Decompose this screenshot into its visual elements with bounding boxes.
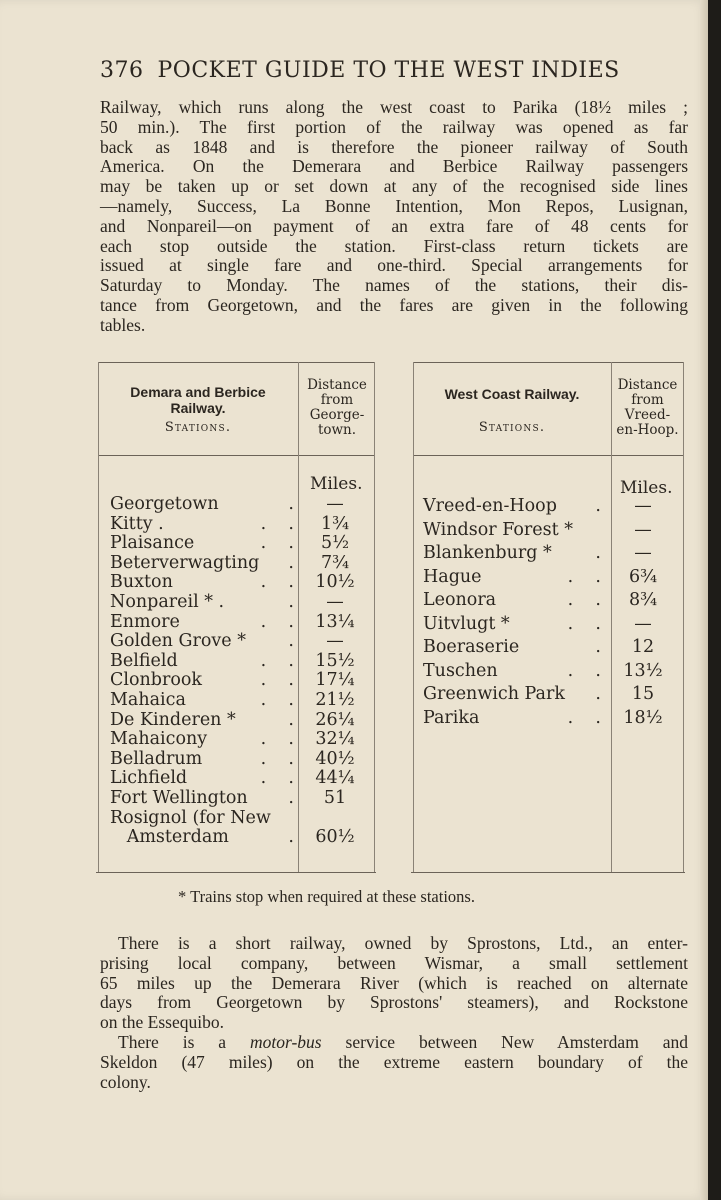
table-title: West Coast Railway. [444,386,580,402]
text-line: Skeldon (47 miles) on the extreme eastern boundary of the [100,1051,688,1072]
distance-miles: 13¼ [315,611,355,632]
station-name: Blankenburg * [423,543,552,563]
distance-miles: 12 [631,637,655,657]
distance-miles: 5½ [320,533,350,554]
leader-dots: . [595,637,601,657]
text-line: colony. [100,1071,151,1092]
table-title-line: Demara and Berbice [130,384,266,400]
distance-header-line: town. [317,422,357,438]
distance-miles: 8¾ [628,590,658,610]
leader-dots: . . [260,670,294,691]
leader-dots: . . [567,613,601,634]
station-name: Buxton [110,572,173,593]
table-bottom-rule [96,872,376,873]
leader-dots: . . [260,533,294,554]
table-left-rule [413,362,414,872]
table-left-rule [98,362,99,872]
text-line: 50 min.). The first portion of the railway was opened as far [100,116,688,137]
leader-dots: . [288,788,294,808]
station-row [110,729,374,749]
motor-bus-paragraph [100,1033,688,1092]
leader-dots: . . [260,572,294,593]
distance-miles: 1¾ [320,513,350,534]
distance-header-line: George- [309,407,365,423]
station-row [110,749,374,769]
station-name: Lichfield [110,768,188,789]
station-row [110,827,374,847]
table-title [100,384,296,416]
station-name: Golden Grove * [110,631,246,652]
distance-miles: 10½ [315,572,355,593]
stations-subheading: Stations. [478,420,546,435]
distance-miles: 26¼ [315,709,355,730]
miles-unit-label: Miles. [310,474,363,494]
distance-header [612,378,683,438]
station-name: Rosignol (for New [110,807,271,828]
text-line: each stop outside the station. First-class return tickets are [100,235,688,256]
station-name: Georgetown [110,494,219,514]
leader-dots: . [595,684,601,704]
leader-dots: . [288,631,294,652]
text-line: 65 miles up the Demerara River (which is reached on alternate [100,972,688,993]
leader-dots: . [288,709,294,730]
text-line: back as 1848 and is therefore the pioneer railway of South [100,136,688,157]
station-row [423,567,683,587]
station-name: Hague [423,566,482,587]
text-line: prising local company, between Wismar, a small settlement [100,952,688,973]
sprostons-paragraph [100,934,688,1033]
text-line: —namely, Success, La Bonne Intention, Mon Repos, Lusignan, [100,195,688,216]
distance-miles: — [326,592,344,612]
leader-dots: . . [260,729,294,750]
text-line: There is a short railway, owned by Sprostons, Ltd., an enter- [118,933,688,953]
station-row [110,808,374,828]
distance-header-line: Distance [307,377,367,393]
station-name: Tuschen [423,660,498,681]
distance-header-line: Distance [617,377,678,393]
station-name: Belladrum [110,748,203,769]
leader-dots: . . [567,566,601,587]
emphasis-text: motor-bus [249,1032,322,1052]
table-right-rule [683,362,684,872]
leader-dots: . . [260,513,294,534]
leader-dots: . . [567,660,601,681]
distance-miles: — [326,494,344,514]
station-row [423,684,683,704]
distance-header-line: from [320,392,354,408]
text-fragment: service between New Amsterdam and [321,1032,688,1052]
distance-header-line: Vreed- [624,407,671,423]
station-name: Fort Wellington [110,788,248,808]
station-name: Clonbrook [110,670,203,691]
text-line: on the Essequibo. [100,1012,224,1033]
leader-dots: . [288,494,294,514]
distance-miles: 17¼ [315,670,355,691]
station-row [110,631,374,651]
station-name: Belfield [110,650,178,671]
station-row [110,690,374,710]
distance-miles: — [634,519,652,540]
leader-dots: . . [567,707,601,728]
station-name: Leonora [423,590,497,610]
station-row [110,670,374,690]
station-row [110,710,374,730]
station-name: Parika [423,707,480,728]
distance-header-line: en-Hoop. [616,422,679,438]
station-row [423,543,683,563]
leader-dots: . . [260,690,294,710]
text-line: tance from Georgetown, and the fares are given in the following [100,294,688,315]
distance-miles: 6¾ [628,566,658,587]
station-name: Kitty . [110,513,164,534]
distance-miles: 21½ [315,690,355,710]
running-title: POCKET GUIDE TO THE WEST INDIES [157,58,620,83]
page-number: 376 [100,58,144,83]
text-line: Saturday to Monday. The names of the stations, their dis- [100,275,688,296]
text-line: days from Georgetown by Sprostons' steamers), and Rockstone [100,992,688,1013]
distance-miles: — [634,543,652,563]
text-line: Railway, which runs along the west coast to Parika (18½ miles ; [100,97,688,117]
station-row [110,533,374,553]
distance-header [300,378,374,438]
station-name: Beterverwagting [110,552,260,573]
station-row [110,572,374,592]
station-row [110,553,374,573]
distance-miles: — [326,631,344,652]
leader-dots: . [595,496,601,516]
station-name: Mahaicony [110,729,208,750]
station-row [423,614,683,634]
distance-miles: 18½ [623,707,663,728]
text-line [100,1033,688,1053]
station-name: Plaisance [110,533,195,554]
station-row [423,590,683,610]
station-name: Nonpareil * . [110,592,225,612]
station-row [110,592,374,612]
table-bottom-rule [411,872,685,873]
station-row [110,514,374,534]
table-title-line: Railway. [170,400,226,416]
distance-miles: 60½ [315,827,355,848]
distance-header-line: from [631,392,664,408]
table-header-rule [413,455,683,456]
table-top-rule [413,362,683,363]
station-name: Uitvlugt * [423,613,510,634]
station-row [110,788,374,808]
station-name: Amsterdam [110,827,229,848]
leader-dots: . [595,543,601,563]
station-row [110,651,374,671]
distance-miles: 13½ [623,660,663,681]
station-name: Greenwich Park [423,684,565,704]
station-name: Enmore [110,611,180,632]
distance-miles: 44¼ [315,768,355,789]
leader-dots: . . [260,650,294,671]
leader-dots: . . [260,748,294,769]
distance-miles: — [634,496,652,516]
text-line: may be taken up or set down at any of the recognised side lines [100,176,688,197]
text-line: issued at single fare and one-third. Special arrangements for [100,255,688,276]
station-row [110,494,374,514]
distance-miles: 32¼ [315,729,355,750]
station-row [423,708,683,728]
running-header [100,58,660,83]
stations-subheading: Stations. [164,420,232,435]
station-name: Vreed-en-Hoop [423,496,557,516]
station-row [423,496,683,516]
leader-dots: . . [260,768,294,789]
leader-dots: . . [567,590,601,610]
intro-paragraph [100,98,688,336]
text-fragment: There is a [118,1032,250,1052]
text-line: America. On the Demerara and Berbice Railway passengers [100,156,688,177]
distance-miles: — [634,613,652,634]
leader-dots: . [288,552,294,573]
distance-miles: 40½ [315,748,355,769]
text-line: tables. [100,314,146,335]
leader-dots: . . [260,611,294,632]
station-name: Windsor Forest * [423,519,573,540]
station-row [423,520,683,540]
text-line: and Nonpareil—on payment of an extra fare of 48 cents for [100,215,688,236]
leader-dots: . [288,592,294,612]
miles-unit-label: Miles. [620,478,673,498]
station-name: Boeraserie [423,637,520,657]
station-row [110,768,374,788]
distance-miles: 15½ [315,650,355,671]
distance-miles: 7¾ [320,552,350,573]
station-row [423,637,683,657]
distance-miles: 15 [631,684,655,704]
leader-dots: . [288,827,294,848]
footnote: * Trains stop when required at these stations. [178,887,475,906]
distance-miles: 51 [323,788,347,808]
station-name: Mahaica [110,690,186,710]
table-right-rule [374,362,375,872]
table-top-rule [98,362,374,363]
page-edge [700,0,708,1200]
station-name: De Kinderen * [110,709,236,730]
station-row [110,612,374,632]
table-header-rule [98,455,374,456]
station-row [423,661,683,681]
